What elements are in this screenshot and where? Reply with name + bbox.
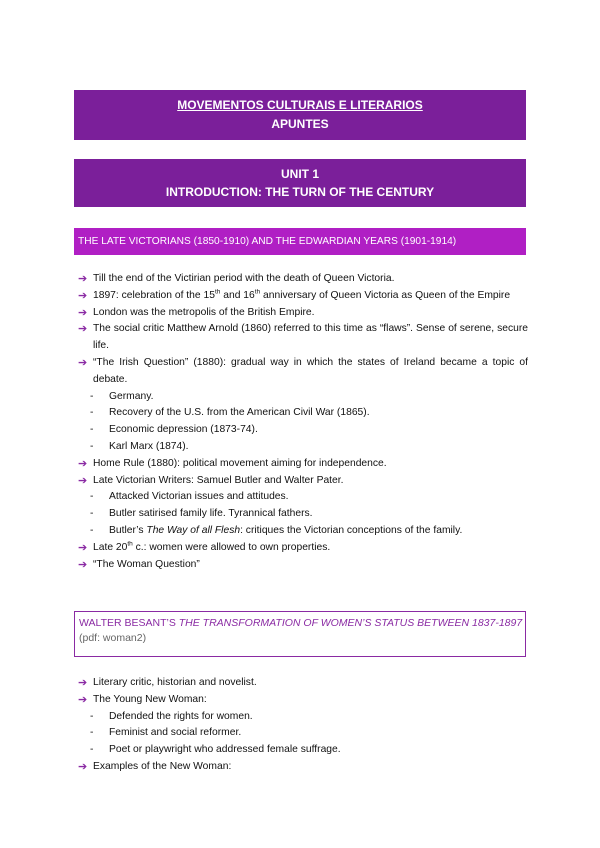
doc-title: MOVEMENTOS CULTURAIS E LITERARIOS xyxy=(177,98,423,112)
arrow-right-icon: ➔ xyxy=(78,323,88,336)
sub-list-item: - Butler’s The Way of all Flesh: critiques the Victorian conceptions of the family. xyxy=(78,523,528,540)
late-victorians-list xyxy=(78,271,528,573)
sub-list-item: - Poet or playwright who addressed female suffrage. xyxy=(78,742,528,759)
dash-bullet: - xyxy=(90,440,94,452)
section-source-note: (pdf: woman2) xyxy=(79,632,147,644)
sub-list-item: - Butler satirised family life. Tyrannical fathers. xyxy=(78,506,528,523)
new-woman-list xyxy=(78,675,528,776)
sub-list-item: - Economic depression (1873-74). xyxy=(78,422,528,439)
arrow-right-icon: ➔ xyxy=(78,693,88,706)
arrow-right-icon: ➔ xyxy=(78,558,88,571)
arrow-right-icon: ➔ xyxy=(78,541,88,554)
list-item: ➔ Late Victorian Writers: Samuel Butler and Walter Pater. xyxy=(78,473,528,490)
list-item: ➔ Examples of the New Woman: xyxy=(78,759,528,776)
section-heading-late-victorians: THE LATE VICTORIANS (1850-1910) AND THE EDWARDIAN YEARS (1901-1914) xyxy=(74,228,526,255)
list-item: ➔ London was the metropolis of the British Empire. xyxy=(78,305,528,322)
list-item: ➔ Literary critic, historian and novelist. xyxy=(78,675,528,692)
sub-list-item: - Karl Marx (1874). xyxy=(78,439,528,456)
unit-number: UNIT 1 xyxy=(280,167,319,181)
list-item: ➔ Home Rule (1880): political movement aiming for independence. xyxy=(78,456,528,473)
list-item: ➔ Late 20th c.: women were allowed to own properties. xyxy=(78,540,528,557)
dash-bullet: - xyxy=(90,491,94,503)
dash-bullet: - xyxy=(90,710,94,722)
arrow-right-icon: ➔ xyxy=(78,677,88,689)
sub-list-item: - Germany. xyxy=(78,389,528,406)
doc-title-block xyxy=(74,90,526,140)
dash-bullet: - xyxy=(90,727,94,739)
list-item: ➔ “The Woman Question” xyxy=(78,557,528,574)
arrow-right-icon: ➔ xyxy=(78,306,88,319)
dash-bullet: - xyxy=(90,407,94,419)
list-item: ➔ The Young New Woman: xyxy=(78,692,528,709)
doc-subtitle: APUNTES xyxy=(271,117,329,131)
arrow-right-icon: ➔ xyxy=(78,760,88,773)
list-item: ➔ The social critic Matthew Arnold (1860) referred to this time as “flaws”. Sense of serene, secure life. xyxy=(78,323,528,352)
sub-list-item: - Feminist and social reformer. xyxy=(78,725,528,742)
dash-bullet: - xyxy=(90,424,94,436)
arrow-right-icon: ➔ xyxy=(78,457,88,470)
arrow-right-icon: ➔ xyxy=(78,273,88,285)
dash-bullet: - xyxy=(90,390,94,402)
sub-list-item: - Recovery of the U.S. from the American Civil War (1865). xyxy=(78,405,528,422)
arrow-right-icon: ➔ xyxy=(78,289,88,302)
sub-list-item: - Defended the rights for women. xyxy=(78,709,528,726)
list-item: ➔ Till the end of the Victirian period with the death of Queen Victoria. xyxy=(78,271,528,288)
sub-list-item: - Attacked Victorian issues and attitudes. xyxy=(78,489,528,506)
list-item: ➔ 1897: celebration of the 15th and 16th anniversary of Queen Victoria as Queen of the Empire xyxy=(78,288,528,305)
list-item: ➔ “The Irish Question” (1880): gradual way in which the states of Ireland became a topic of debate. xyxy=(78,356,528,385)
dash-bullet: - xyxy=(90,524,94,536)
section-heading-besant xyxy=(74,611,526,657)
unit-title-block xyxy=(74,159,526,207)
dash-bullet: - xyxy=(90,744,94,756)
arrow-right-icon: ➔ xyxy=(78,356,88,369)
section-title: WALTER BESANT’S THE TRANSFORMATION OF WOMEN’S STATUS BETWEEN 1837-1897 xyxy=(79,617,523,629)
arrow-right-icon: ➔ xyxy=(78,474,88,487)
dash-bullet: - xyxy=(90,508,94,520)
unit-title: INTRODUCTION: THE TURN OF THE CENTURY xyxy=(165,185,435,199)
